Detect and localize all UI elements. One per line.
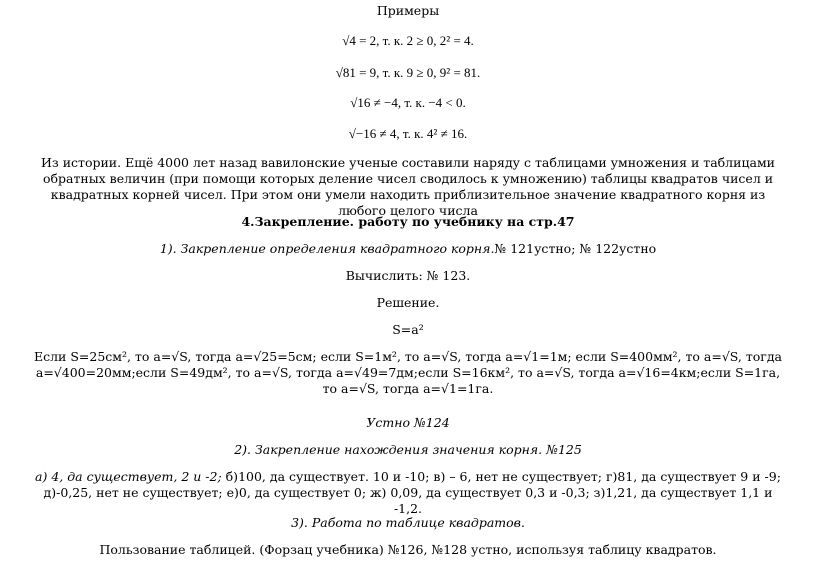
section-4-title: 4.Закрепление. работу по учебнику на стр.47 [241,214,575,229]
solution-paragraph: Если S=25см², то a=√S, тогда a=√25=5см; если S=1м², то a=√S, тогда a=√1=1м; если S=400мм², то a=√S, тогда a=√400=20мм;если S=49дм², то a=√S, тогда a=√49=7дм;если S=16км², то a=√S, тогда a=√16=4км;если S=1га, то a=√S, тогда a=√1=1га. [33,349,783,396]
table-usage: Пользование таблицей. (Форзац учебника) №126, №128 устно, используя таблицу квадратов. [99,542,717,557]
history-paragraph: Из истории. Ещё 4000 лет назад вавилонские ученые составили наряду с таблицами умножения и таблицами обратных величин (при помощи которых деление чисел сводилось к умножению) таблицы квадратов чисел и квадратных корней чисел. При этом они умели находить приблизительное значение квадратного корня из любого целого числа [41,155,775,218]
area-formula: S=a² [392,322,424,337]
formula-sqrt-neg16: √−16 ≠ 4, т. к. 4² ≠ 16. [348,126,468,141]
formula-sqrt-81: √81 = 9, т. к. 9 ≥ 0, 9² = 81. [335,65,481,80]
item-1-line [0,241,816,256]
formula-sqrt-16: √16 ≠ −4, т. к. −4 < 0. [350,95,466,110]
oral-task: Устно №124 [366,415,450,430]
answers-paragraph [30,469,786,517]
item-2-title: 2). Закрепление нахождения значения корня. №125 [234,442,582,457]
item-1-title: 1). Закрепление определения квадратного корня. [159,241,495,256]
compute-task: Вычислить: № 123. [345,268,471,283]
answer-a: а) 4, да существует, 2 и -2; [35,469,222,484]
formula-sqrt-4: √4 = 2, т. к. 2 ≥ 0, 2² = 4. [342,33,474,48]
item-3-title: 3). Работа по таблице квадратов. [291,515,525,530]
item-1-tasks: № 121устно; № 122устно [494,241,657,256]
solution-label: Решение. [376,295,440,310]
answers-rest: б)100, да существует. 10 и -10; в) – 6, нет не существует; г)81, да существует 9 и -9; д)-0,25, нет не существует; е)0, да существует 0; ж) 0,09, да существует 0,3 и -0,3; з)1,21, да существует 1,1 и -1,2. [43,469,781,516]
examples-heading: Примеры [376,3,440,18]
